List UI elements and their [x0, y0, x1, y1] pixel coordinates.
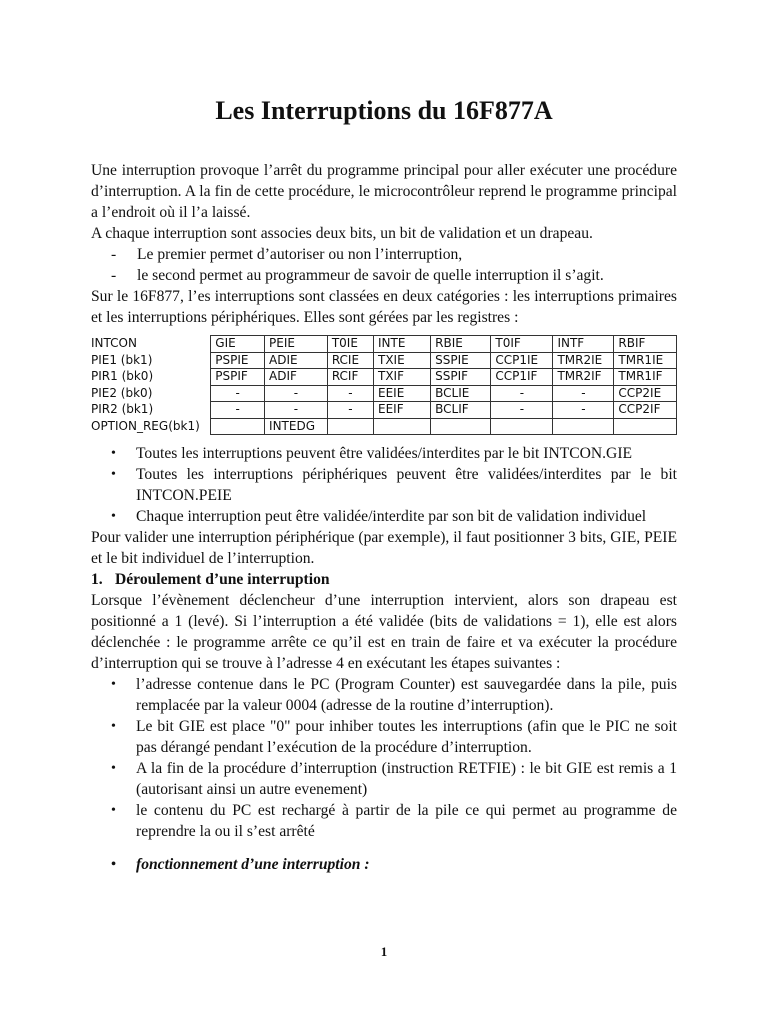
- register-bit-cell: GIE: [211, 336, 265, 353]
- register-bit-cell: -: [211, 385, 265, 402]
- register-row: [91, 385, 677, 402]
- bullet-item: • Toutes les interruptions périphériques peuvent être validées/interdites par le bit INTCON.PEIE: [91, 464, 677, 506]
- intro-paragraph-2: A chaque interruption sont associes deux bits, un bit de validation et un drapeau.: [91, 225, 593, 242]
- intro-paragraph: Une interruption provoque l’arrêt du programme principal pour aller exécuter une procédure d’interruption. A la fin de cette procédure, le microcontrôleur reprend le programme principal a l’endroit où il l’a laissé.: [91, 162, 677, 221]
- register-bit-cell: T0IE: [327, 336, 373, 353]
- register-bit-cell: INTE: [374, 336, 431, 353]
- register-name: PIR2 (bk1): [91, 402, 154, 416]
- register-bit-cell: EEIF: [374, 402, 431, 419]
- dash-item: - le second permet au programmeur de savoir de quelle interruption il s’agit.: [91, 265, 677, 286]
- bullet-list-last: [91, 854, 677, 875]
- bullet-item: • Toutes les interruptions peuvent être validées/interdites par le bit INTCON.GIE: [91, 443, 677, 464]
- register-bit-cell: [431, 418, 491, 435]
- register-bit-cell: INTEDG: [265, 418, 328, 435]
- register-bit-cell: SSPIF: [431, 369, 491, 386]
- register-bit-cell: ADIF: [265, 369, 328, 386]
- register-bit-cell: -: [265, 385, 328, 402]
- register-bit-cell: [211, 418, 265, 435]
- step-bullet-item: • A la fin de la procédure d’interruption (instruction RETFIE) : le bit GIE est remis a 1 (autorisant ainsi un autre evenement): [91, 758, 677, 800]
- register-bit-cell: RBIE: [431, 336, 491, 353]
- register-row: [91, 336, 677, 353]
- register-bit-cell: TMR1IE: [614, 352, 677, 369]
- register-bit-cell: TMR2IF: [553, 369, 614, 386]
- step-bullet-item: • l’adresse contenue dans le PC (Program Counter) est sauvegardée dans la pile, puis remplacée par la valeur 0004 (adresse de la routine d’interruption).: [91, 674, 677, 716]
- register-bit-cell: RCIE: [327, 352, 373, 369]
- register-bit-cell: [374, 418, 431, 435]
- last-bullet: • fonctionnement d’une interruption :: [91, 854, 677, 875]
- register-bit-cell: CCP2IE: [614, 385, 677, 402]
- register-bit-cell: BCLIF: [431, 402, 491, 419]
- register-bit-cell: [491, 418, 553, 435]
- page-number: 1: [380, 944, 388, 959]
- register-bit-cell: [327, 418, 373, 435]
- register-bit-cell: -: [491, 385, 553, 402]
- register-bit-cell: -: [265, 402, 328, 419]
- register-name: OPTION_REG(bk1): [91, 418, 200, 433]
- intro-paragraph-3: Sur le 16F877, l’es interruptions sont classées en deux catégories : les interruptions primaires et les interruptions périphériques. Elles sont gérées par les registres :: [91, 288, 677, 326]
- register-bit-cell: CCP1IE: [491, 352, 553, 369]
- register-row: [91, 402, 677, 419]
- bullet-list-steps: [91, 674, 677, 842]
- register-bit-cell: RBIF: [614, 336, 677, 353]
- register-table: [91, 335, 677, 435]
- bullet-item: • Chaque interruption peut être validée/interdite par son bit de validation individuel: [91, 506, 677, 527]
- register-row: [91, 352, 677, 369]
- register-bit-cell: -: [491, 402, 553, 419]
- register-bit-cell: -: [211, 402, 265, 419]
- register-name: PIE1 (bk1): [91, 352, 153, 367]
- section-title: Déroulement d’une interruption: [115, 571, 330, 588]
- step-bullet-item: • Le bit GIE est place "0" pour inhiber toutes les interruptions (afin que le PIC ne soit pas dérangé pendant l’exécution de la procédure d’interruption.: [91, 716, 677, 758]
- register-bit-cell: TXIF: [374, 369, 431, 386]
- section-heading: [91, 569, 677, 590]
- register-bit-cell: TMR2IE: [553, 352, 614, 369]
- register-name: PIE2 (bk0): [91, 385, 153, 400]
- register-bit-cell: TMR1IF: [614, 369, 677, 386]
- dash-item: - Le premier permet d’autoriser ou non l’interruption,: [91, 244, 677, 265]
- register-bit-cell: TXIE: [374, 352, 431, 369]
- register-bit-cell: SSPIE: [431, 352, 491, 369]
- register-bit-cell: ADIE: [265, 352, 328, 369]
- register-bit-cell: EEIE: [374, 385, 431, 402]
- register-name: INTCON: [91, 336, 137, 350]
- bullet-list-validation: [91, 443, 677, 527]
- register-bit-cell: CCP1IF: [491, 369, 553, 386]
- section-number: 1.: [91, 571, 103, 588]
- paragraph-peripheral: Pour valider une interruption périphérique (par exemple), il faut positionner 3 bits, GIE, PEIE et le bit individuel de l’interruption.: [91, 529, 677, 567]
- register-bit-cell: PEIE: [265, 336, 328, 353]
- register-bit-cell: -: [327, 402, 373, 419]
- register-bit-cell: -: [553, 385, 614, 402]
- document-body: [91, 160, 677, 875]
- dash-list: [91, 244, 677, 286]
- register-bit-cell: T0IF: [491, 336, 553, 353]
- register-bit-cell: RCIF: [327, 369, 373, 386]
- page-title: Les Interruptions du 16F877A: [215, 96, 553, 125]
- register-bit-cell: -: [553, 402, 614, 419]
- paragraph-sequence: Lorsque l’évènement déclencheur d’une interruption intervient, alors son drapeau est positionné a 1 (levé). Si l’interruption a été validée (bits de validations = 1), elle est alors déclenchée : le programme arrête ce qu’il est en train de faire et va exécuter la procédure d’interruption qui se trouve à l’adresse 4 en exécutant les étapes suivantes :: [91, 592, 677, 672]
- step-bullet-item: • le contenu du PC est rechargé à partir de la pile ce qui permet au programme de reprendre la ou il s’est arrêté: [91, 800, 677, 842]
- register-bit-cell: BCLIE: [431, 385, 491, 402]
- register-bit-cell: -: [327, 385, 373, 402]
- register-row: [91, 369, 677, 386]
- register-name: PIR1 (bk0): [91, 369, 154, 383]
- register-bit-cell: PSPIE: [211, 352, 265, 369]
- register-bit-cell: [553, 418, 614, 435]
- register-bit-cell: INTF: [553, 336, 614, 353]
- register-row: [91, 418, 677, 435]
- register-bit-cell: CCP2IF: [614, 402, 677, 419]
- register-bit-cell: PSPIF: [211, 369, 265, 386]
- register-bit-cell: [614, 418, 677, 435]
